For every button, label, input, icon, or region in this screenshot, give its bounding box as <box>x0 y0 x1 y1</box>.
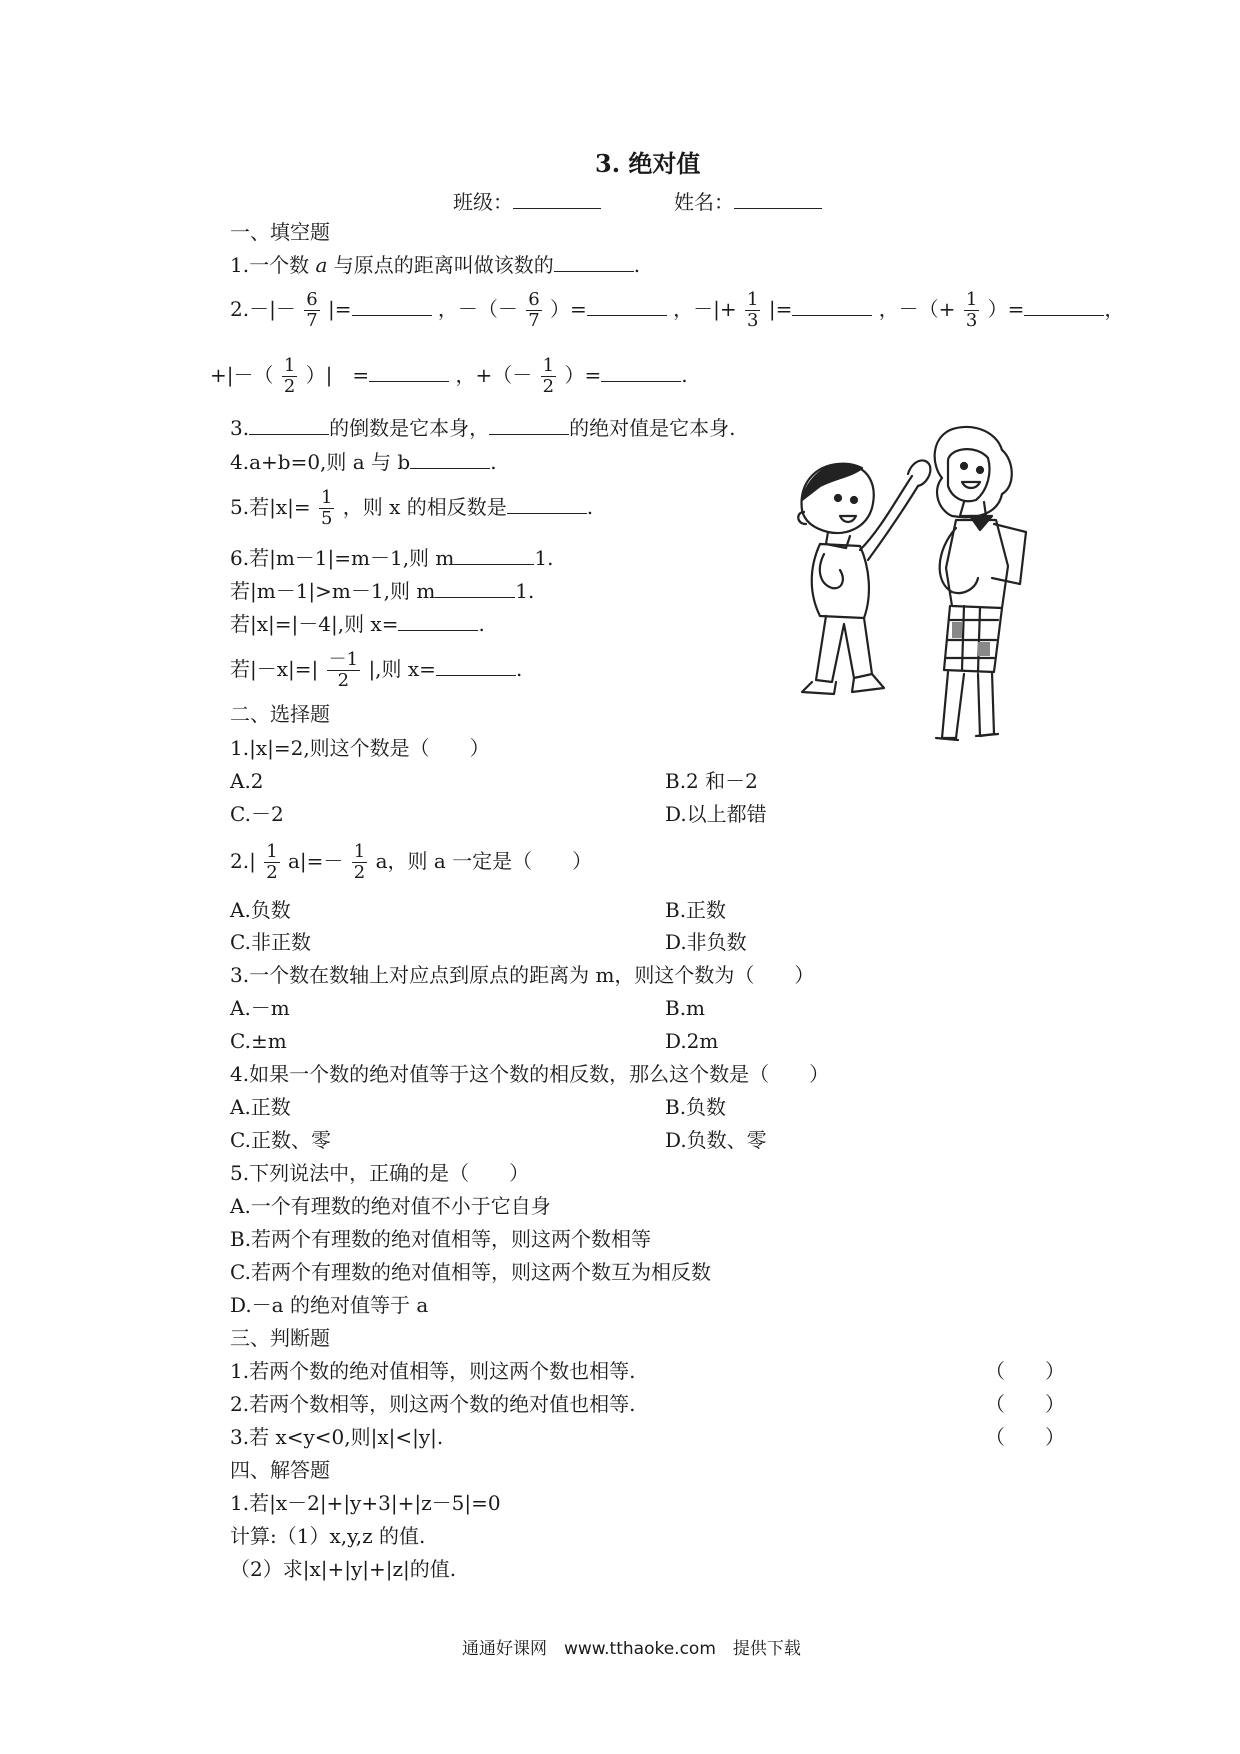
s4-question-1: 1.若|x－2|+|y+3|+|z－5|=0 <box>230 1491 501 1515</box>
s2-q1-option-c: C.－2 <box>230 802 284 826</box>
s3-item-3-paren: （ ） <box>985 1425 1065 1449</box>
class-blank <box>513 190 601 209</box>
s2-question-1: 1.|x|=2,则这个数是（ ） <box>230 736 490 760</box>
s2-q4-option-a: A.正数 <box>230 1095 291 1119</box>
s2-q4-option-c: C.正数、零 <box>230 1128 331 1152</box>
s1-question-5: 5.若|x|= $\frac{1}{5}$ ，则 x 的相反数是 . <box>230 487 594 529</box>
s3-item-1: 1.若两个数的绝对值相等，则这两个数也相等. <box>230 1359 636 1383</box>
s2-q3-option-b: B.m <box>665 996 706 1020</box>
s2-question-2: 2.| $\frac{1}{2}$ a|=－ $\frac{1}{2}$ a，则 a 一定是（ ） <box>230 841 593 883</box>
footer: 通通好课网 www.tthaoke.com 提供下载 <box>462 1639 801 1659</box>
s2-q1-option-d: D.以上都错 <box>665 802 767 826</box>
class-label: 班级： <box>453 190 513 214</box>
s2-q4-option-b: B.负数 <box>665 1095 727 1119</box>
s3-item-2: 2.若两个数相等，则这两个数的绝对值也相等. <box>230 1392 636 1416</box>
fraction: $\frac{1}{3}$ <box>965 289 978 331</box>
s2-q2-option-d: D.非负数 <box>665 930 747 954</box>
fraction: $\frac{6}{7}$ <box>306 289 318 331</box>
s2-question-3: 3.一个数在数轴上对应点到原点的距离为 m，则这个数为（ ） <box>230 963 815 987</box>
class-field <box>453 190 601 214</box>
fraction: $\frac{-1}{2}$ <box>328 649 359 691</box>
s1-question-6-b: 若|m－1|>m－1,则 m 1. <box>230 579 535 603</box>
s2-question-4: 4.如果一个数的绝对值等于这个数的相反数，那么这个数是（ ） <box>230 1062 830 1086</box>
fraction: $\frac{1}{2}$ <box>353 841 366 883</box>
section4-heading: 四、解答题 <box>230 1458 330 1482</box>
s1-question-3: 3. 的倒数是它本身， 的绝对值是它本身. <box>230 416 736 440</box>
s2-q3-option-a: A.－m <box>230 996 290 1020</box>
fraction: $\frac{6}{7}$ <box>528 289 540 331</box>
cartoon-illustration <box>780 420 1090 750</box>
section3-heading: 三、判断题 <box>230 1326 330 1350</box>
page-title: 3. 绝对值 <box>595 149 701 178</box>
fraction: $\frac{1}{2}$ <box>283 355 296 397</box>
s3-item-1-paren: （ ） <box>985 1359 1065 1383</box>
s2-q4-option-d: D.负数、零 <box>665 1128 767 1152</box>
s4-question-1-part1: 计算:（1）x,y,z 的值. <box>230 1524 426 1548</box>
s2-q3-option-d: D.2m <box>665 1029 719 1053</box>
fraction: $\frac{1}{2}$ <box>542 355 555 397</box>
s1-question-4: 4.a+b=0,则 a 与 b . <box>230 450 497 474</box>
s2-q5-option-a: A.一个有理数的绝对值不小于它自身 <box>230 1194 551 1218</box>
fraction: $\frac{1}{5}$ <box>320 487 333 529</box>
name-field <box>674 190 822 214</box>
s2-q1-option-b: B.2 和－2 <box>665 769 758 793</box>
s2-q5-option-d: D.－a 的绝对值等于 a <box>230 1293 429 1317</box>
fraction: $\frac{1}{3}$ <box>747 289 759 331</box>
s4-question-1-part2: （2）求|x|+|y|+|z|的值. <box>230 1557 457 1581</box>
boy-figure <box>798 460 930 694</box>
s1-question-6-a: 6.若|m－1|=m－1,则 m 1. <box>230 546 554 570</box>
s2-q2-option-b: B.正数 <box>665 898 727 922</box>
s3-item-3: 3.若 x<y<0,则|x|<|y|. <box>230 1425 444 1449</box>
s2-question-5: 5.下列说法中，正确的是（ ） <box>230 1161 530 1185</box>
name-label: 姓名： <box>674 190 734 214</box>
s1-question-2-line1: 2.－|－ $\frac{6}{7}$ |= ，－（－ $\frac{6}{7}$ ）= ，－|+ $\frac{1}{3}$ |= ，－（+ $\frac{1}{3}$ ）= ， <box>230 289 1125 331</box>
woman-figure <box>935 427 1026 740</box>
section2-heading: 二、选择题 <box>230 702 330 726</box>
name-blank <box>734 190 822 209</box>
section1-heading: 一、填空题 <box>230 220 330 244</box>
fraction: $\frac{1}{2}$ <box>266 841 278 883</box>
s1-question-2-line2: +|－（ $\frac{1}{2}$ ）| = ，+（－ $\frac{1}{2}$ ）= . <box>210 355 688 397</box>
s2-q2-option-c: C.非正数 <box>230 930 311 954</box>
s2-q5-option-b: B.若两个有理数的绝对值相等，则这两个数相等 <box>230 1227 652 1251</box>
s2-q3-option-c: C.±m <box>230 1029 287 1053</box>
s2-q5-option-c: C.若两个有理数的绝对值相等，则这两个数互为相反数 <box>230 1260 711 1284</box>
s2-q2-option-a: A.负数 <box>230 898 291 922</box>
s2-q1-option-a: A.2 <box>230 769 264 793</box>
s3-item-2-paren: （ ） <box>985 1392 1065 1416</box>
s1-question-1: 1.一个数 a 与原点的距离叫做该数的 . <box>230 253 641 277</box>
s1-question-6-d: 若|－x|=| $\frac{-1}{2}$ |,则 x= . <box>230 649 523 691</box>
s1-question-6-c: 若|x|=|－4|,则 x= . <box>230 612 485 636</box>
